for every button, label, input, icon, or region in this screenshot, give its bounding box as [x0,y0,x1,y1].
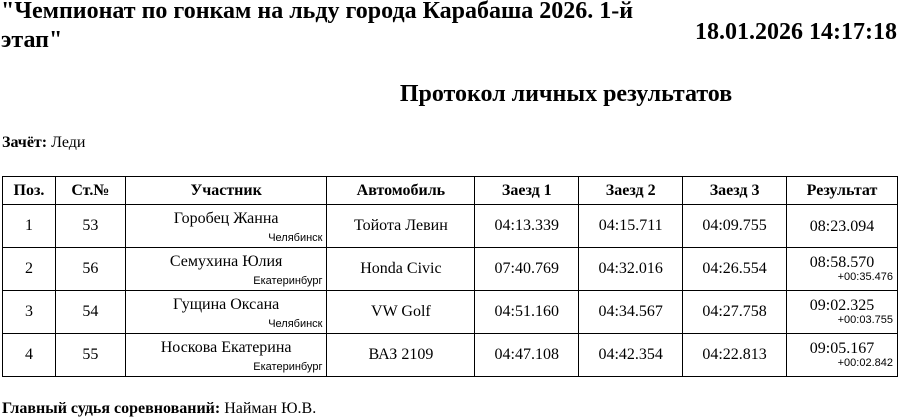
participant-city: Челябинск [268,232,323,244]
heat-1-cell: 04:47.108 [475,334,579,377]
result-cell [787,248,898,291]
result-cell [787,205,898,248]
chief-judge [2,400,316,418]
participant-name: Гущина Оксана [173,296,280,313]
start-number-cell: 53 [55,205,125,248]
judge-label: Главный судья соревнований: [2,400,221,417]
result-time: 08:23.094 [809,217,875,235]
participant-cell [125,248,327,291]
judge-name: Найман Ю.В. [224,400,317,417]
results-table [2,176,898,377]
heat-3-cell: 04:22.813 [683,334,787,377]
position-cell: 3 [3,291,56,334]
heat-2-cell: 04:34.567 [579,291,683,334]
header-participant: Участник [125,177,327,205]
car-cell: Тойота Левин [327,205,475,248]
heat-1-cell: 07:40.769 [475,248,579,291]
event-title: "Чемпионат по гонкам на льду города Карабаша 2026. 1-й этап" [1,0,634,53]
table-row [3,291,898,334]
heat-3-cell: 04:09.755 [683,205,787,248]
result-gap: +00:03.755 [837,314,893,326]
class-info [2,134,85,152]
start-number-cell: 55 [55,334,125,377]
car-cell: Honda Civic [327,248,475,291]
table-row [3,248,898,291]
start-number-cell: 54 [55,291,125,334]
heat-1-cell: 04:51.160 [475,291,579,334]
header-position: Поз. [3,177,56,205]
result-time: 09:02.325 [809,297,875,314]
position-cell: 1 [3,205,56,248]
start-number-cell: 56 [55,248,125,291]
class-value: Леди [51,134,86,151]
header-heat-1: Заезд 1 [475,177,579,205]
header-start-number: Ст.№ [55,177,125,205]
table-header-row [3,177,898,205]
participant-cell [125,334,327,377]
participant-city: Челябинск [268,318,323,330]
heat-3-cell: 04:26.554 [683,248,787,291]
heat-3-cell: 04:27.758 [683,291,787,334]
table-row [3,205,898,248]
car-cell: VW Golf [327,291,475,334]
result-time: 08:58.570 [809,254,875,271]
participant-name: Носкова Екатерина [160,339,292,356]
print-datetime: 18.01.2026 14:17:18 [695,19,897,45]
heat-2-cell: 04:32.016 [579,248,683,291]
participant-name: Горобец Жанна [173,210,279,227]
result-gap: +00:35.476 [837,271,893,283]
participant-name: Семухина Юлия [169,253,283,270]
position-cell: 2 [3,248,56,291]
participant-city: Екатеринбург [253,275,323,287]
heat-1-cell: 04:13.339 [475,205,579,248]
class-label: Зачёт: [2,134,48,151]
header-heat-3: Заезд 3 [683,177,787,205]
result-time: 09:05.167 [809,340,875,357]
participant-cell [125,291,327,334]
protocol-title: Протокол личных результатов [399,81,733,107]
heat-2-cell: 04:15.711 [579,205,683,248]
result-cell [787,291,898,334]
header-heat-2: Заезд 2 [579,177,683,205]
result-cell [787,334,898,377]
position-cell: 4 [3,334,56,377]
header-car: Автомобиль [327,177,475,205]
header-result: Результат [787,177,898,205]
participant-cell [125,205,327,248]
participant-city: Екатеринбург [253,361,323,373]
heat-2-cell: 04:42.354 [579,334,683,377]
result-gap: +00:02.842 [837,357,893,369]
car-cell: ВАЗ 2109 [327,334,475,377]
table-row [3,334,898,377]
